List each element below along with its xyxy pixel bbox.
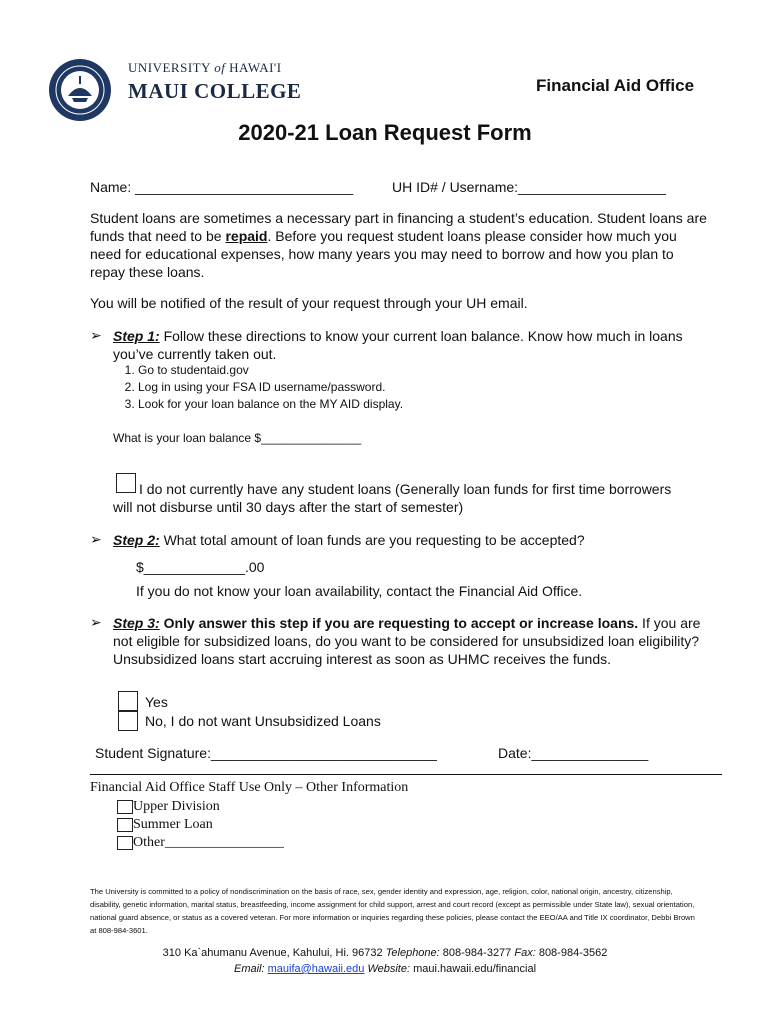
notification-paragraph: You will be notified of the result of your request through your UH email. — [90, 295, 528, 311]
website-text: maui.hawaii.edu/financial — [410, 963, 537, 975]
list-item: 1. Go to studentaid.gov — [138, 362, 403, 379]
no-checkbox[interactable] — [118, 711, 138, 731]
yes-label: Yes — [145, 694, 168, 710]
date-field[interactable]: Date:_______________ — [498, 745, 649, 761]
no-loans-label: I do not currently have any student loans (Generally loan funds for first time borrowers will not disburse until 30 days after the start of semester) — [113, 481, 672, 515]
bullet-arrow-icon: ➢ — [90, 614, 102, 630]
staff-upper-division: Upper Division — [117, 798, 220, 816]
step2-note: If you do not know your loan availability, contact the Financial Aid Office. — [136, 583, 583, 599]
bullet-arrow-icon: ➢ — [90, 531, 102, 547]
intro-paragraph: Student loans are sometimes a necessary part in financing a student’s education. Student loans are funds that need to be repaid. Before you request student loans please consider how much you need for educational expenses, how many years you may need to borrow and how you plan to repay these loans. — [90, 210, 707, 280]
step1-text: Step 1: Follow these directions to know your current loan balance. Know how much in loans you’ve currently taken out. — [113, 328, 683, 362]
divider — [90, 774, 722, 775]
list-item: 3. Look for your loan balance on the MY AID display. — [138, 396, 403, 413]
bullet-arrow-icon: ➢ — [90, 327, 102, 343]
name-field[interactable]: Name: ____________________________ — [90, 179, 354, 195]
uhid-field[interactable]: UH ID# / Username:___________________ — [392, 179, 666, 195]
no-label: No, I do not want Unsubsidized Loans — [145, 713, 381, 729]
university-seal-icon — [48, 58, 112, 122]
nondiscrimination-disclaimer: The University is committed to a policy of nondiscrimination on the basis of race, sex, gender identity and expression, age, religion, color, national origin, ancestry, citizenship, disability, genetic information, marital status, breastfeeding, income assignment for child support, arrest and court record (except as permissible under State law), sexual orientation, national guard absence, or status as a covered veteran. For more information or inquiries regarding these policies, please contact the EEO/AA and Title IX coordinator, Debbi Brown at 808-984-3601. — [90, 887, 695, 935]
loan-amount-field[interactable]: $_____________.00 — [136, 559, 265, 575]
other-checkbox[interactable] — [117, 836, 133, 850]
summer-loan-checkbox[interactable] — [117, 818, 133, 832]
staff-summer-loan: Summer Loan — [117, 816, 213, 834]
logo-university-text: UNIVERSITY of HAWAI'I — [128, 60, 282, 75]
step2-text: Step 2: What total amount of loan funds are you requesting to be accepted? — [113, 532, 585, 548]
footer-address: 310 Ka`ahumanu Avenue, Kahului, Hi. 96732 Telephone: 808-984-3277 Fax: 808-984-3562 — [162, 947, 608, 959]
page-title: 2020-21 Loan Request Form — [238, 120, 532, 145]
step3-text: Step 3: Only answer this step if you are requesting to accept or increase loans. If you are not eligible for subsidized loans, do you want to be considered for unsubsidized loan eligibility? Unsubsidized loans start accruing interest as soon as UHMC receives the funds. — [113, 615, 701, 667]
loan-balance-field[interactable]: What is your loan balance $_______________ — [113, 431, 362, 445]
step1-list — [100, 362, 403, 413]
staff-heading: Financial Aid Office Staff Use Only – Other Information — [90, 780, 409, 795]
staff-other: Other_________________ — [117, 834, 284, 852]
yes-checkbox[interactable] — [118, 691, 138, 711]
office-name: Financial Aid Office — [536, 76, 695, 95]
list-item: 2. Log in using your FSA ID username/password. — [138, 379, 403, 396]
footer-contact: Email: mauifa@hawaii.edu Website: maui.hawaii.edu/financial — [233, 963, 537, 975]
logo-college-text: MAUI COLLEGE — [128, 79, 302, 103]
student-signature-field[interactable]: Student Signature:_____________________________ — [95, 745, 437, 761]
email-link[interactable]: mauifa@hawaii.edu — [267, 963, 365, 975]
upper-division-checkbox[interactable] — [117, 800, 133, 814]
